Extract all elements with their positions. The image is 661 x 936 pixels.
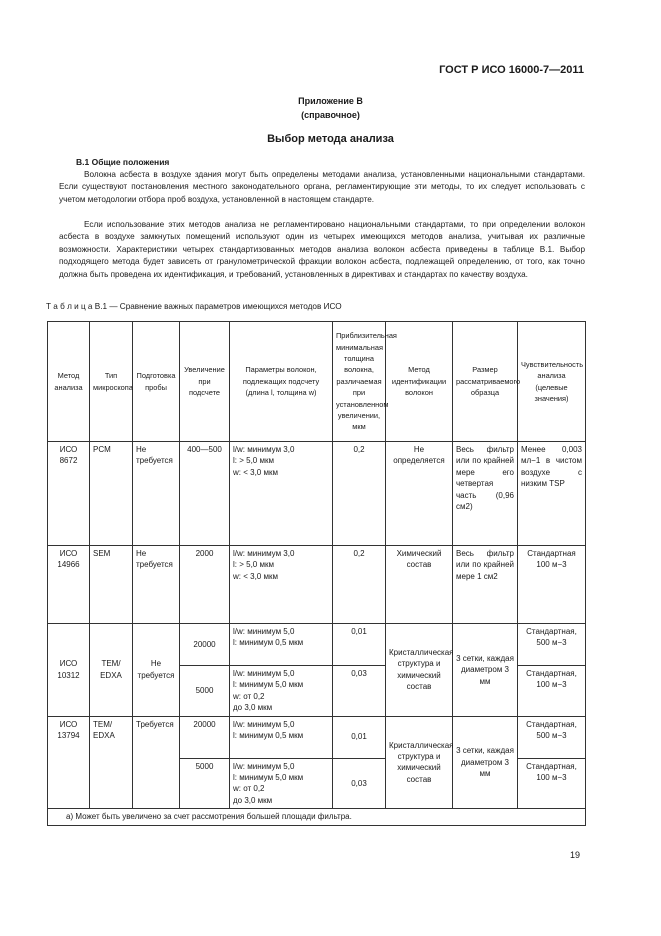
col-header-parameters (230, 322, 333, 442)
table-footnote: а) Может быть увеличено за счет рассмотрения большей площади фильтра. (48, 809, 586, 825)
param-line: w: от 0,2 (233, 691, 265, 701)
cell-min-thickness: 0,03 (333, 758, 386, 809)
param-line: l: > 5,0 мкм (233, 560, 274, 570)
col-header-preparation: Подготовка пробы (133, 322, 180, 442)
cell-parameters (230, 624, 333, 666)
table-row-iso10312-a (48, 624, 586, 666)
col-header-parameters-text: Параметры волокон, подлежащих подсчету (длина l, толщина w) (242, 365, 320, 398)
cell-preparation: Требуется (133, 716, 180, 809)
cell-min-thickness: 0,2 (333, 442, 386, 546)
section-heading: В.1 Общие положения (76, 157, 170, 167)
cell-sample-size: 3 сетки, каждая диаметром 3 мм (453, 624, 518, 717)
table-header-row (48, 322, 586, 442)
cell-magnification: 2000 (180, 546, 230, 624)
cell-sensitivity: Стандартная 100 м−3 (518, 546, 586, 624)
col-header-method: Метод анализа (48, 322, 90, 442)
appendix-label: Приложение В (298, 96, 363, 106)
cell-identification: Не определяется (386, 442, 453, 546)
cell-method: ИСО 10312 (48, 624, 90, 717)
paragraph-1: Волокна асбеста в воздухе здания могут быть определены методами анализа, установленными национальными стандартами. Если существуют постановления местного законодательного органа, регламентирующие эти методы, то их следует использовать с учетом методологии отбора проб воздуха, установленной в настоящем стандарте. (59, 170, 585, 204)
col-header-sensitivity: Чувствительность анализа (целевые значения) (518, 322, 586, 442)
cell-parameters (230, 758, 333, 809)
cell-preparation: Не требуется (133, 624, 180, 717)
table-footnote-row (48, 809, 586, 825)
cell-min-thickness: 0,03 (333, 666, 386, 717)
cell-sensitivity: Менее 0,003 мл−1 в чистом воздухе с низким TSP (518, 442, 586, 546)
table-row-iso14966 (48, 546, 586, 624)
page-number: 19 (569, 850, 580, 860)
cell-method: ИСО 14966 (48, 546, 90, 624)
param-line: l/w: минимум 3,0 (233, 549, 295, 558)
document-header: ГОСТ Р ИСО 16000-7—2011 (439, 64, 584, 76)
param-line: w: < 3,0 мкм (233, 467, 278, 477)
cell-microscope: TEM/ EDXA (90, 716, 133, 809)
cell-preparation: Не требуется (133, 546, 180, 624)
cell-magnification: 20000 (180, 624, 230, 666)
appendix-heading (0, 94, 661, 122)
param-line: до 3,0 мкм (233, 795, 273, 805)
cell-sample-size: Весь фильтр или по крайней мере его четвертая часть (0,96 см2) (453, 442, 518, 546)
cell-identification: Кристаллическая структура и химический состав (386, 716, 453, 809)
param-line: l: минимум 5,0 мкм (233, 773, 304, 783)
cell-sensitivity: Стандартная, 100 м−3 (518, 758, 586, 809)
col-header-sample-size: Размер рассматриваемого образца (453, 322, 518, 442)
param-line: l/w: минимум 5,0 (233, 669, 295, 678)
cell-sample-size: Весь фильтр или по крайней мере 1 см2 (453, 546, 518, 624)
col-header-min-thickness: Приблизительная минимальная толщина волокна, различаемая при установленном увеличении, мкм (333, 322, 386, 442)
comparison-table (47, 321, 586, 826)
cell-sensitivity: Стандартная, 100 м−3 (518, 666, 586, 717)
cell-magnification: 20000 (180, 716, 230, 758)
cell-identification: Кристаллическая структура и химический состав (386, 624, 453, 717)
param-line: w: от 0,2 (233, 784, 265, 794)
col-header-magnification: Увеличение при подсчете (180, 322, 230, 442)
table-caption: Т а б л и ц а В.1 — Сравнение важных параметров имеющихся методов ИСО (46, 302, 342, 311)
cell-microscope: TEM/ EDXA (90, 624, 133, 717)
appendix-type: (справочное) (301, 110, 360, 120)
param-line: w: < 3,0 мкм (233, 571, 278, 581)
cell-preparation: Не требуется (133, 442, 180, 546)
paragraph-2: Если использование этих методов анализа не регламентировано национальными стандартами, то при определении волокон асбеста в воздухе замкнутых помещений используют один из четырех имеющихся методов анализа, учитывая их различные возможности. Характеристики четырех стандартизованных методов анализа волокон асбеста приведены в таблице В.1. Выбор подходящего метода будет зависеть от гранулометрической фракции волокон асбеста, подлежащей определению, от того, как точно должна быть проведена их идентификация, и требований, установленных в директивах и стандартах по качеству воздуха. (59, 220, 585, 279)
cell-min-thickness: 0,2 (333, 546, 386, 624)
param-line: l: > 5,0 мкм (233, 456, 274, 466)
param-line: l: минимум 0,5 мкм (233, 731, 304, 741)
cell-microscope: SEM (90, 546, 133, 624)
param-line: l/w: минимум 5,0 (233, 719, 295, 729)
cell-sample-size: 3 сетки, каждая диаметром 3 мм (453, 716, 518, 809)
cell-magnification: 400—500 (180, 442, 230, 546)
cell-parameters (230, 546, 333, 624)
table-row-iso8672 (48, 442, 586, 546)
cell-magnification: 5000 (180, 666, 230, 717)
page-title: Выбор метода анализа (267, 133, 394, 145)
cell-min-thickness: 0,01 (333, 624, 386, 666)
cell-min-thickness: 0,01 (333, 716, 386, 758)
cell-method: ИСО 8672 (48, 442, 90, 546)
cell-sensitivity: Стандартная, 500 м−3 (518, 716, 586, 758)
cell-sensitivity: Стандартная, 500 м−3 (518, 624, 586, 666)
param-line: l: минимум 5,0 мкм (233, 680, 304, 690)
cell-parameters (230, 442, 333, 546)
cell-identification: Химический состав (386, 546, 453, 624)
cell-microscope: PCM (90, 442, 133, 546)
param-line: l/w: минимум 5,0 (233, 627, 295, 636)
cell-magnification: 5000 (180, 758, 230, 809)
cell-parameters (230, 716, 333, 758)
param-line: l: минимум 0,5 мкм (233, 638, 304, 648)
col-header-identification: Метод идентификации волокон (386, 322, 453, 442)
cell-parameters (230, 666, 333, 717)
cell-method: ИСО 13794 (48, 716, 90, 809)
param-line: до 3,0 мкм (233, 703, 273, 713)
table-row-iso13794-a (48, 716, 586, 758)
col-header-microscope: Тип микроскопа (90, 322, 133, 442)
param-line: l/w: минимум 5,0 (233, 761, 295, 771)
param-line: l/w: минимум 3,0 (233, 445, 295, 454)
